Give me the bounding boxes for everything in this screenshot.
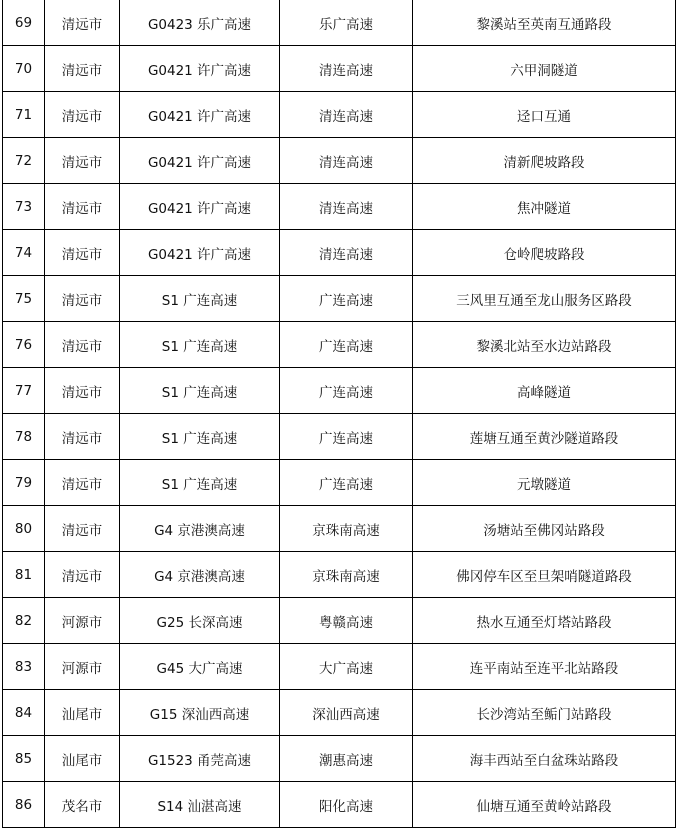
- highway-code-cell: G0421 许广高速: [120, 138, 280, 184]
- highway-code-cell: G4 京港澳高速: [120, 506, 280, 552]
- highway-code-cell: S1 广连高速: [120, 276, 280, 322]
- table-row: [3, 736, 676, 782]
- city-cell: 汕尾市: [45, 736, 120, 782]
- city-cell: 清远市: [45, 368, 120, 414]
- table-row: [3, 552, 676, 598]
- table-body: [3, 0, 676, 828]
- highway-code-cell: G0423 乐广高速: [120, 0, 280, 46]
- section-name-cell: 粤赣高速: [280, 598, 413, 644]
- row-number: 75: [3, 276, 45, 322]
- row-number: 83: [3, 644, 45, 690]
- table-row: [3, 598, 676, 644]
- row-number: 85: [3, 736, 45, 782]
- section-name-cell: 广连高速: [280, 414, 413, 460]
- section-name-cell: 京珠南高速: [280, 506, 413, 552]
- table-row: [3, 644, 676, 690]
- highway-code-cell: G45 大广高速: [120, 644, 280, 690]
- row-number: 74: [3, 230, 45, 276]
- highway-code-cell: S1 广连高速: [120, 368, 280, 414]
- highway-code-cell: G15 深汕西高速: [120, 690, 280, 736]
- city-cell: 河源市: [45, 644, 120, 690]
- table-row: [3, 276, 676, 322]
- segment-cell: 热水互通至灯塔站路段: [413, 598, 676, 644]
- table-row: [3, 92, 676, 138]
- city-cell: 清远市: [45, 322, 120, 368]
- row-number: 71: [3, 92, 45, 138]
- city-cell: 清远市: [45, 552, 120, 598]
- highway-segments-table: [2, 0, 676, 828]
- highway-code-cell: G25 长深高速: [120, 598, 280, 644]
- segment-cell: 三风里互通至龙山服务区路段: [413, 276, 676, 322]
- highway-code-cell: S14 汕湛高速: [120, 782, 280, 828]
- section-name-cell: 清连高速: [280, 184, 413, 230]
- table-row: [3, 230, 676, 276]
- row-number: 77: [3, 368, 45, 414]
- section-name-cell: 大广高速: [280, 644, 413, 690]
- city-cell: 清远市: [45, 46, 120, 92]
- city-cell: 茂名市: [45, 782, 120, 828]
- section-name-cell: 京珠南高速: [280, 552, 413, 598]
- highway-code-cell: G0421 许广高速: [120, 184, 280, 230]
- segment-cell: 焦冲隧道: [413, 184, 676, 230]
- table-row: [3, 322, 676, 368]
- section-name-cell: 广连高速: [280, 368, 413, 414]
- section-name-cell: 广连高速: [280, 322, 413, 368]
- row-number: 82: [3, 598, 45, 644]
- table-row: [3, 46, 676, 92]
- segment-cell: 六甲洞隧道: [413, 46, 676, 92]
- highway-code-cell: G0421 许广高速: [120, 230, 280, 276]
- table-row: [3, 506, 676, 552]
- segment-cell: 迳口互通: [413, 92, 676, 138]
- segment-cell: 高峰隧道: [413, 368, 676, 414]
- segment-cell: 莲塘互通至黄沙隧道路段: [413, 414, 676, 460]
- city-cell: 清远市: [45, 184, 120, 230]
- city-cell: 清远市: [45, 92, 120, 138]
- highway-code-cell: S1 广连高速: [120, 322, 280, 368]
- city-cell: 清远市: [45, 276, 120, 322]
- city-cell: 清远市: [45, 138, 120, 184]
- section-name-cell: 广连高速: [280, 276, 413, 322]
- segment-cell: 仙塘互通至黄岭站路段: [413, 782, 676, 828]
- row-number: 73: [3, 184, 45, 230]
- section-name-cell: 阳化高速: [280, 782, 413, 828]
- table-row: [3, 368, 676, 414]
- row-number: 81: [3, 552, 45, 598]
- section-name-cell: 深汕西高速: [280, 690, 413, 736]
- city-cell: 河源市: [45, 598, 120, 644]
- segment-cell: 佛冈停车区至旦架哨隧道路段: [413, 552, 676, 598]
- section-name-cell: 清连高速: [280, 138, 413, 184]
- city-cell: 清远市: [45, 414, 120, 460]
- row-number: 84: [3, 690, 45, 736]
- segment-cell: 仓岭爬坡路段: [413, 230, 676, 276]
- segment-cell: 清新爬坡路段: [413, 138, 676, 184]
- section-name-cell: 清连高速: [280, 92, 413, 138]
- row-number: 86: [3, 782, 45, 828]
- row-number: 78: [3, 414, 45, 460]
- table-row: [3, 414, 676, 460]
- segment-cell: 长沙湾站至鲘门站路段: [413, 690, 676, 736]
- section-name-cell: 潮惠高速: [280, 736, 413, 782]
- highway-code-cell: G0421 许广高速: [120, 92, 280, 138]
- city-cell: 清远市: [45, 506, 120, 552]
- city-cell: 清远市: [45, 0, 120, 46]
- highway-code-cell: S1 广连高速: [120, 460, 280, 506]
- table-row: [3, 460, 676, 506]
- section-name-cell: 乐广高速: [280, 0, 413, 46]
- city-cell: 清远市: [45, 460, 120, 506]
- section-name-cell: 广连高速: [280, 460, 413, 506]
- table-row: [3, 138, 676, 184]
- table-row: [3, 690, 676, 736]
- row-number: 69: [3, 0, 45, 46]
- row-number: 72: [3, 138, 45, 184]
- city-cell: 汕尾市: [45, 690, 120, 736]
- row-number: 76: [3, 322, 45, 368]
- segment-cell: 元墩隧道: [413, 460, 676, 506]
- row-number: 70: [3, 46, 45, 92]
- highway-code-cell: G1523 甬莞高速: [120, 736, 280, 782]
- table-row: [3, 0, 676, 46]
- section-name-cell: 清连高速: [280, 230, 413, 276]
- segment-cell: 黎溪北站至水边站路段: [413, 322, 676, 368]
- city-cell: 清远市: [45, 230, 120, 276]
- segment-cell: 汤塘站至佛冈站路段: [413, 506, 676, 552]
- table-row: [3, 782, 676, 828]
- section-name-cell: 清连高速: [280, 46, 413, 92]
- segment-cell: 海丰西站至白盆珠站路段: [413, 736, 676, 782]
- row-number: 79: [3, 460, 45, 506]
- segment-cell: 黎溪站至英南互通路段: [413, 0, 676, 46]
- highway-code-cell: S1 广连高速: [120, 414, 280, 460]
- segment-cell: 连平南站至连平北站路段: [413, 644, 676, 690]
- table-row: [3, 184, 676, 230]
- row-number: 80: [3, 506, 45, 552]
- highway-code-cell: G0421 许广高速: [120, 46, 280, 92]
- highway-code-cell: G4 京港澳高速: [120, 552, 280, 598]
